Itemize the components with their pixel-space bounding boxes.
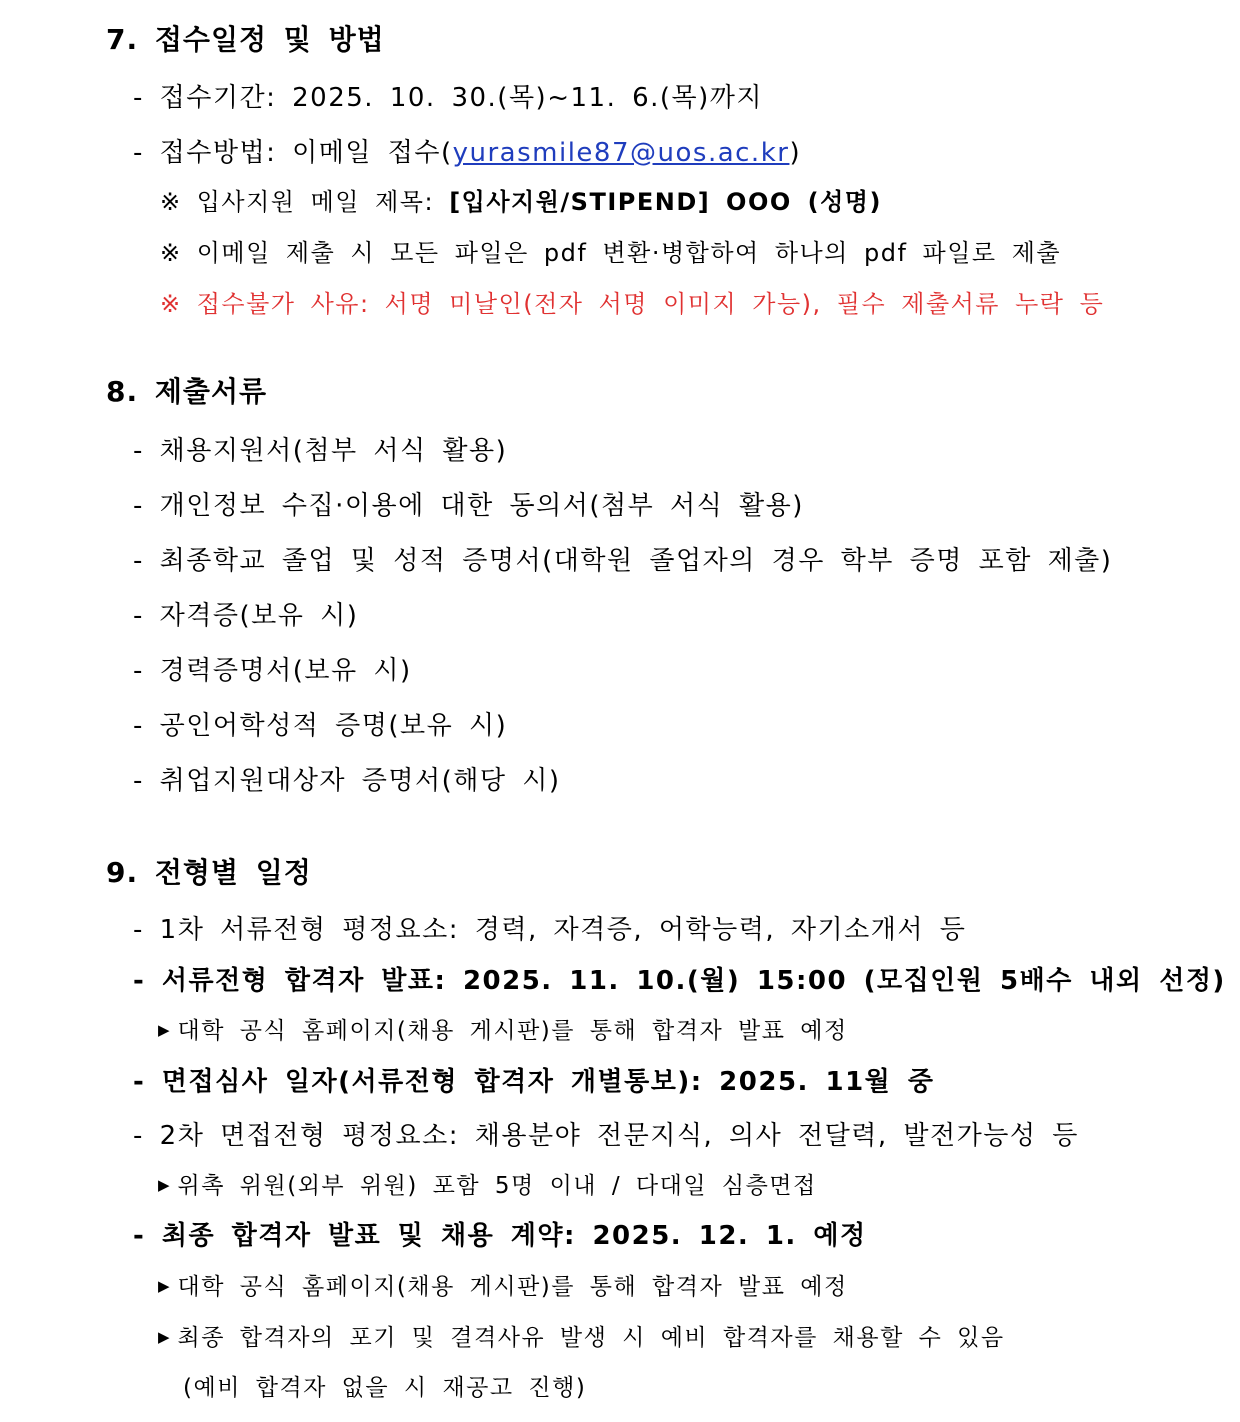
mail-subject-format: [입사지원/STIPEND] OOO (성명): [449, 188, 882, 216]
document-item: - 채용지원서(첨부 서식 활용): [133, 436, 508, 466]
rejection-note: ※ 접수불가 사유: 서명 미날인(전자 서명 이미지 가능), 필수 제출서류 누락 등: [160, 290, 1105, 318]
final-announcement-note-text: 대학 공식 홈페이지(채용 게시판)를 통해 합격자 발표 예정: [177, 1274, 848, 1300]
application-period: - 접수기간: 2025. 10. 30.(목)~11. 6.(목)까지: [133, 83, 764, 113]
document-item: - 공인어학성적 증명(보유 시): [133, 711, 508, 741]
section-8-title: 8. 제출서류: [106, 375, 268, 408]
application-method: [133, 137, 801, 169]
reserve-candidate-note-continued: (예비 합격자 없을 시 재공고 진행): [183, 1375, 587, 1401]
final-announcement-note: [158, 1270, 848, 1303]
stage1-criteria: - 1차 서류전형 평정요소: 경력, 자격증, 어학능력, 자기소개서 등: [133, 915, 967, 945]
email-link[interactable]: yurasmile87@uos.ac.kr: [452, 138, 790, 168]
document-item: - 경력증명서(보유 시): [133, 656, 412, 686]
document-item: - 취업지원대상자 증명서(해당 시): [133, 766, 561, 796]
triangle-bullet-icon: ▶: [158, 1021, 170, 1039]
triangle-bullet-icon: ▶: [158, 1328, 170, 1346]
interview-panel-note-text: 위촉 위원(외부 위원) 포함 5명 이내 / 다대일 심층면접: [177, 1173, 817, 1199]
document-item: - 자격증(보유 시): [133, 601, 359, 631]
interview-panel-note: [158, 1169, 817, 1202]
mail-subject-label: ※ 입사지원 메일 제목:: [160, 188, 450, 216]
section-9-title: 9. 전형별 일정: [106, 856, 312, 889]
reserve-candidate-note-text: 최종 합격자의 포기 및 결격사유 발생 시 예비 합격자를 채용할 수 있음: [177, 1325, 1005, 1351]
reserve-candidate-note: [158, 1321, 1005, 1354]
application-method-label: - 접수방법: 이메일 접수(: [133, 138, 453, 168]
triangle-bullet-icon: ▶: [158, 1277, 170, 1295]
mail-subject-note: [160, 186, 882, 218]
document-item: - 최종학교 졸업 및 성적 증명서(대학원 졸업자의 경우 학부 증명 포함 제출): [133, 546, 1113, 576]
document-result-note-text: 대학 공식 홈페이지(채용 게시판)를 통해 합격자 발표 예정: [177, 1018, 848, 1044]
pdf-note: ※ 이메일 제출 시 모든 파일은 pdf 변환·병합하여 하나의 pdf 파일로 제출: [160, 239, 1062, 267]
document-result-note: [158, 1014, 848, 1047]
final-announcement: - 최종 합격자 발표 및 채용 계약: 2025. 12. 1. 예정: [133, 1221, 867, 1251]
application-method-close: ): [789, 138, 802, 168]
interview-date: - 면접심사 일자(서류전형 합격자 개별통보): 2025. 11월 중: [133, 1067, 935, 1097]
stage2-criteria: - 2차 면접전형 평정요소: 채용분야 전문지식, 의사 전달력, 발전가능성 등: [133, 1121, 1079, 1151]
section-7-title: 7. 접수일정 및 방법: [106, 23, 385, 56]
document-result-announcement: - 서류전형 합격자 발표: 2025. 11. 10.(월) 15:00 (모집인원 5배수 내외 선정): [133, 966, 1226, 996]
document-item: - 개인정보 수집·이용에 대한 동의서(첨부 서식 활용): [133, 491, 804, 521]
triangle-bullet-icon: ▶: [158, 1176, 170, 1194]
